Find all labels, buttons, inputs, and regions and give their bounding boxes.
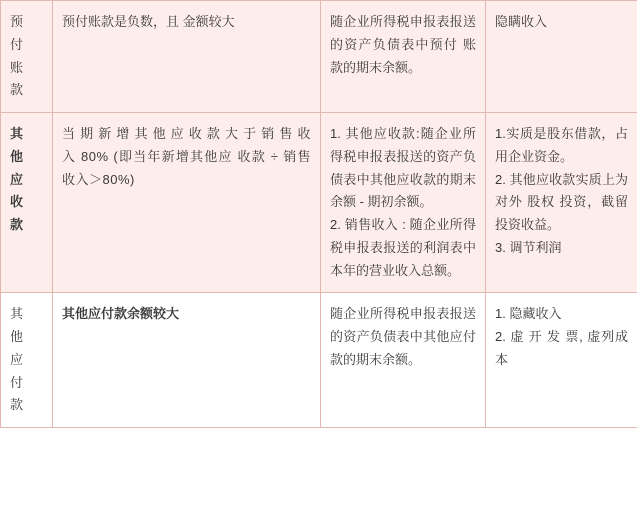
method-paragraph: 1. 其他应收款:随企业所得税申报表报送的资产负债表中其他应收款的期末余额 - 期初余额。 bbox=[330, 126, 476, 210]
method-prepayments bbox=[321, 1, 486, 113]
method-paragraph: 2. 销售收入 : 随企业所得税申报表报送的利润表中本年的营业收入总额。 bbox=[330, 217, 476, 278]
conclusion-paragraph: 1. 隐藏收入 bbox=[495, 306, 562, 322]
conclusion-other-receivables bbox=[486, 113, 637, 293]
table-row bbox=[1, 293, 637, 428]
conclusion-prepayments bbox=[486, 1, 637, 113]
risk-feature-other-payables: 其他应付款余额较大 bbox=[53, 293, 321, 428]
method-other-receivables bbox=[321, 113, 486, 293]
conclusion-paragraph: 2. 其他应收款实质上为对外 股权 投资，截留投资收益。 bbox=[495, 171, 628, 232]
conclusion-paragraph: 隐瞒收入 bbox=[495, 14, 548, 29]
conclusion-other-payables bbox=[486, 293, 637, 428]
row-label-text: 其他应付款 bbox=[10, 306, 24, 413]
conclusion-paragraph: 2. 虚 开 发 票, 虚列成本 bbox=[495, 329, 628, 367]
risk-feature-prepayments: 预付账款是负数，且 金额较大 bbox=[53, 1, 321, 113]
table-row bbox=[1, 113, 637, 293]
conclusion-paragraph: 3. 调节利润 bbox=[495, 239, 562, 255]
row-label-text: 其他应收款 bbox=[10, 126, 24, 232]
row-label-other-receivables bbox=[1, 113, 53, 293]
row-label-other-payables bbox=[1, 293, 53, 428]
row-label-text: 预付账款 bbox=[10, 14, 24, 98]
row-label-prepayments bbox=[1, 1, 53, 113]
risk-feature-other-receivables: 当 期 新 增 其 他 应 收 款 大 于 销 售 收 入 80% (即当年新增其他应 收款 ÷ 销售收入＞80%) bbox=[53, 113, 321, 293]
method-paragraph: 随企业所得税申报表报送的资产负债表中预付 账款的期末余额。 bbox=[330, 14, 476, 75]
conclusion-paragraph: 1.实质是股东借款，占用企业资金。 bbox=[495, 126, 628, 164]
table-row bbox=[1, 1, 637, 113]
method-other-payables bbox=[321, 293, 486, 428]
method-paragraph: 随企业所得税申报表报送的资产负债表中其他应付款的期末余额。 bbox=[330, 306, 476, 367]
